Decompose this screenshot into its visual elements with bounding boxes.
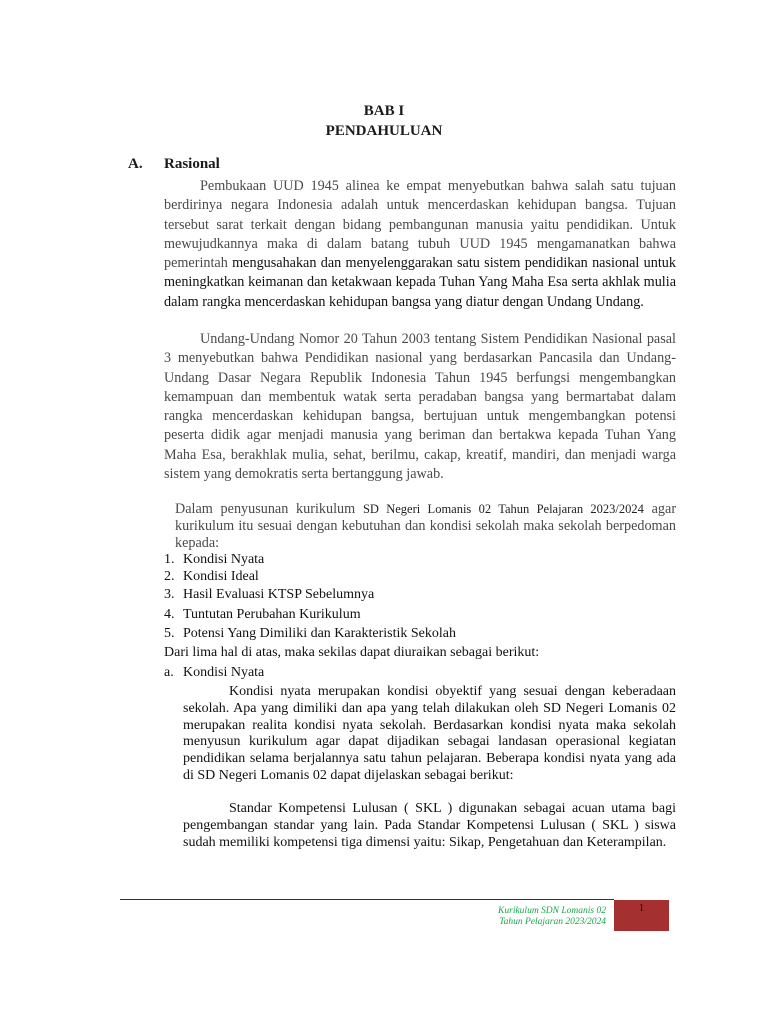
subsection-title: Kondisi Nyata bbox=[183, 665, 265, 680]
list-item bbox=[164, 626, 456, 642]
list-item bbox=[164, 587, 374, 603]
subsection-heading bbox=[164, 665, 264, 681]
section-title: Rasional bbox=[164, 156, 220, 172]
chapter-label: BAB I bbox=[363, 103, 405, 119]
paragraph-curriculum-basis-part1: Dalam penyusunan kurikulum bbox=[175, 501, 356, 517]
paragraph-skl: Standar Kompetensi Lulusan ( SKL ) digunakan sebagai acuan utama bagi pengembangan standar yang lain. Pada Standar Kompetensi Lulusan ( SKL ) siswa sudah memiliki kompetensi tiga dimensi yaitu: Sikap, Pengetahuan dan Keterampilan. bbox=[183, 801, 676, 850]
list-item-number: 2. bbox=[164, 569, 175, 584]
paragraph-preamble bbox=[164, 177, 676, 312]
paragraph-uu-20-2003: Undang-Undang Nomor 20 Tahun 2003 tentang Sistem Pendidikan Nasional pasal 3 menyebutkan bahwa Pendidikan nasional yang berdasarkan Pancasila dan Undang-Undang Dasar Negara Republik Indonesia Tahun 1945 berfungsi mengembangkan kemampuan dan membentuk watak serta peradaban bangsa yang bermartabat dalam rangka mencerdaskan kehidupan bangsa, bertujuan untuk mengembangkan potensi peserta didik agar menjadi manusia yang beriman dan bertakwa kepada Tuhan Yang Maha Esa, berakhlak mulia, sehat, berilmu, cakap, kreatif, mandiri, dan menjadi warga sistem yang demokratis serta bertanggung jawab. bbox=[164, 331, 676, 483]
subsection-label: a. bbox=[164, 665, 174, 680]
list-item bbox=[164, 552, 264, 568]
paragraph-preamble-part1: Pembukaan UUD 1945 alinea ke empat menyebutkan bahwa salah satu tujuan berdirinya negara Indonesia adalah untuk mencerdaskan kehidupan bangsa. Tujuan tersebut sarat terkait dengan bidang pembangunan manusia yaitu pendidikan. Untuk mewujudkannya maka di dalam batang tubuh UUD 1945 mengamanatkan bahwa pemerintah bbox=[164, 178, 676, 272]
footer-caption bbox=[470, 906, 606, 928]
list-item-number: 1. bbox=[164, 552, 175, 567]
list-item bbox=[164, 569, 259, 585]
list-item-number: 3. bbox=[164, 587, 175, 602]
footer-caption-line2: Tahun Pelajaran 2023/2024 bbox=[499, 917, 606, 927]
school-name-inline: SD Negeri Lomanis 02 Tahun Pelajaran 2023/2024 bbox=[362, 502, 644, 516]
footer-caption-line1: Kurikulum SDN Lomanis 02 bbox=[498, 906, 606, 916]
list-item-text: Potensi Yang Dimiliki dan Karakteristik Sekolah bbox=[183, 626, 456, 641]
chapter-title: PENDAHULUAN bbox=[325, 123, 443, 139]
paragraph-curriculum-basis bbox=[175, 501, 676, 552]
list-item-number: 5. bbox=[164, 626, 175, 641]
list-item-text: Hasil Evaluasi KTSP Sebelumnya bbox=[183, 587, 375, 602]
list-item-text: Tuntutan Perubahan Kurikulum bbox=[183, 607, 361, 622]
list-item-number: 4. bbox=[164, 607, 175, 622]
list-item bbox=[164, 607, 361, 623]
list-item-text: Kondisi Nyata bbox=[183, 552, 265, 567]
paragraph-curriculum-basis-part2: agar kurikulum itu sesuai dengan kebutuhan dan kondisi sekolah maka sekolah berpedoman kepada: bbox=[175, 501, 677, 551]
paragraph-kondisi-nyata: Kondisi nyata merupakan kondisi obyektif yang sesuai dengan keberadaan sekolah. Apa yang dimiliki dan apa yang telah dilakukan oleh SD Negeri Lomanis 02 merupakan realita kondisi nyata sekolah. Berdasarkan kondisi nyata maka sekolah menyusun kurikulum agar dapat dijadikan sebagai landasan operasional kegiatan pendidikan selama berjalannya satu tahun pelajaran. Beberapa kondisi nyata yang ada di SD Negeri Lomanis 02 dapat dijelaskan sebagai berikut: bbox=[183, 684, 676, 783]
page-number-badge: 1 bbox=[614, 900, 669, 931]
lead-text: Dari lima hal di atas, maka sekilas dapat diuraikan sebagai berikut: bbox=[164, 645, 540, 660]
paragraph-preamble-part2: mengusahakan dan menyelenggarakan satu sistem pendidikan nasional untuk meningkatkan keimanan dan ketakwaan kepada Tuhan Yang Maha Esa serta akhlak mulia dalam rangka mencerdaskan kehidupan bangsa yang diatur dengan Undang Undang. bbox=[164, 255, 676, 310]
list-item-text: Kondisi Ideal bbox=[183, 569, 259, 584]
footer-divider bbox=[120, 899, 614, 900]
section-letter: A. bbox=[128, 156, 143, 172]
